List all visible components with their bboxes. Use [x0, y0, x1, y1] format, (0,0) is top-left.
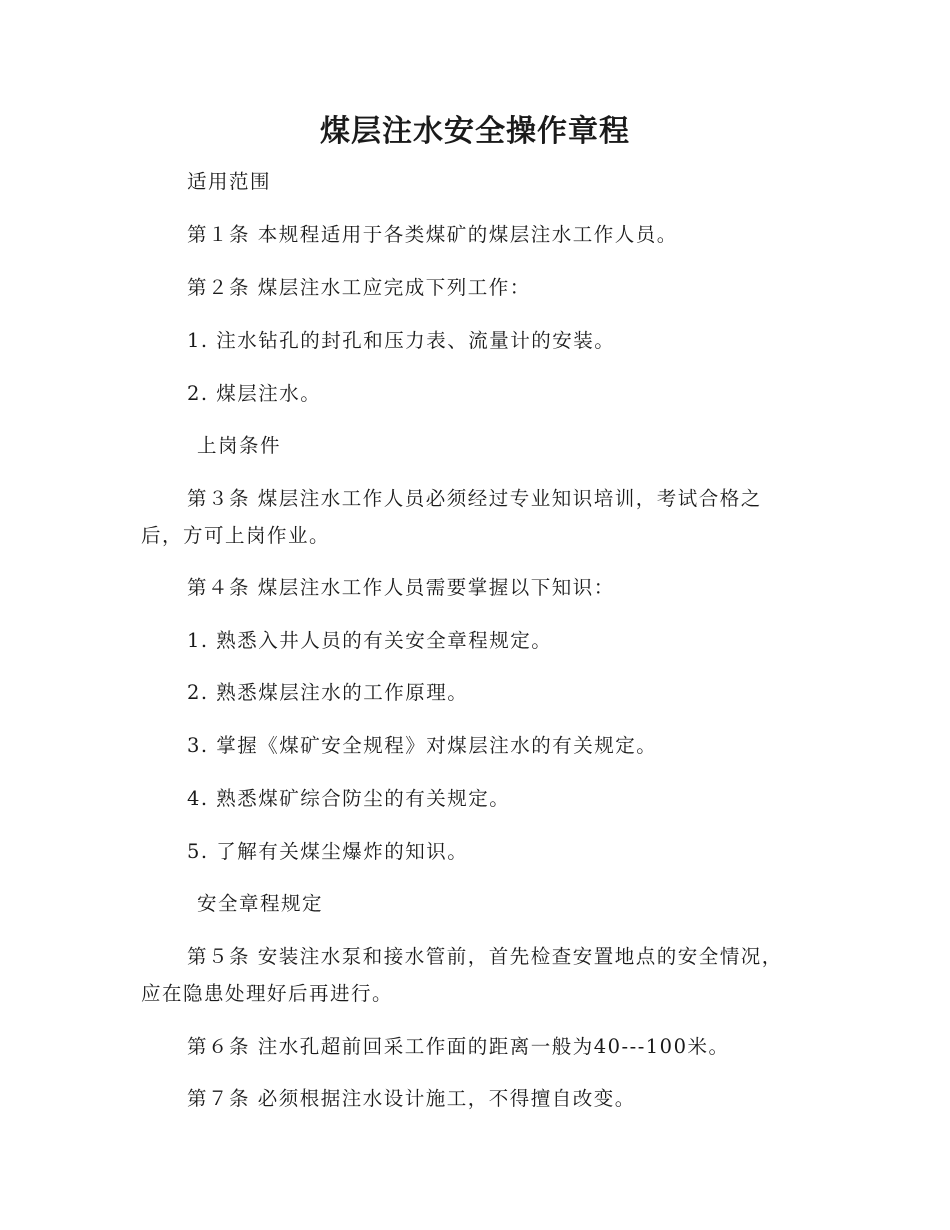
list-item-2-2: 2. 煤层注水。	[187, 382, 322, 405]
section-heading-safety: 安全章程规定	[197, 892, 324, 915]
list-item-4-2: 2. 熟悉煤层注水的工作原理。	[187, 681, 469, 704]
article-1: 第１条 本规程适用于各类煤矿的煤层注水工作人员。	[187, 223, 678, 246]
list-item-4-3: 3. 掌握《煤矿安全规程》对煤层注水的有关规定。	[187, 734, 658, 757]
article-7: 第７条 必须根据注水设计施工，不得擅自改变。	[187, 1087, 636, 1110]
article-3-continued: 后，方可上岗作业。	[141, 524, 331, 547]
list-item-2-1: 1. 注水钻孔的封孔和压力表、流量计的安装。	[187, 329, 616, 352]
article-4: 第４条 煤层注水工作人员需要掌握以下知识：	[187, 576, 615, 599]
document-title: 煤层注水安全操作章程	[320, 114, 630, 149]
list-item-4-5: 5. 了解有关煤尘爆炸的知识。	[187, 840, 469, 863]
section-heading-qualification: 上岗条件	[197, 434, 282, 457]
article-2: 第２条 煤层注水工应完成下列工作：	[187, 276, 531, 299]
list-item-4-1: 1. 熟悉入井人员的有关安全章程规定。	[187, 629, 553, 652]
article-6: 第６条 注水孔超前回采工作面的距离一般为40---100米。	[187, 1035, 730, 1058]
article-5-continued: 应在隐患处理好后再进行。	[141, 982, 394, 1005]
article-5: 第５条 安装注水泵和接水管前，首先检查安置地点的安全情况，	[187, 945, 783, 968]
article-3: 第３条 煤层注水工作人员必须经过专业知识培训，考试合格之	[187, 487, 762, 510]
section-heading-scope: 适用范围	[187, 170, 272, 193]
list-item-4-4: 4. 熟悉煤矿综合防尘的有关规定。	[187, 787, 511, 810]
